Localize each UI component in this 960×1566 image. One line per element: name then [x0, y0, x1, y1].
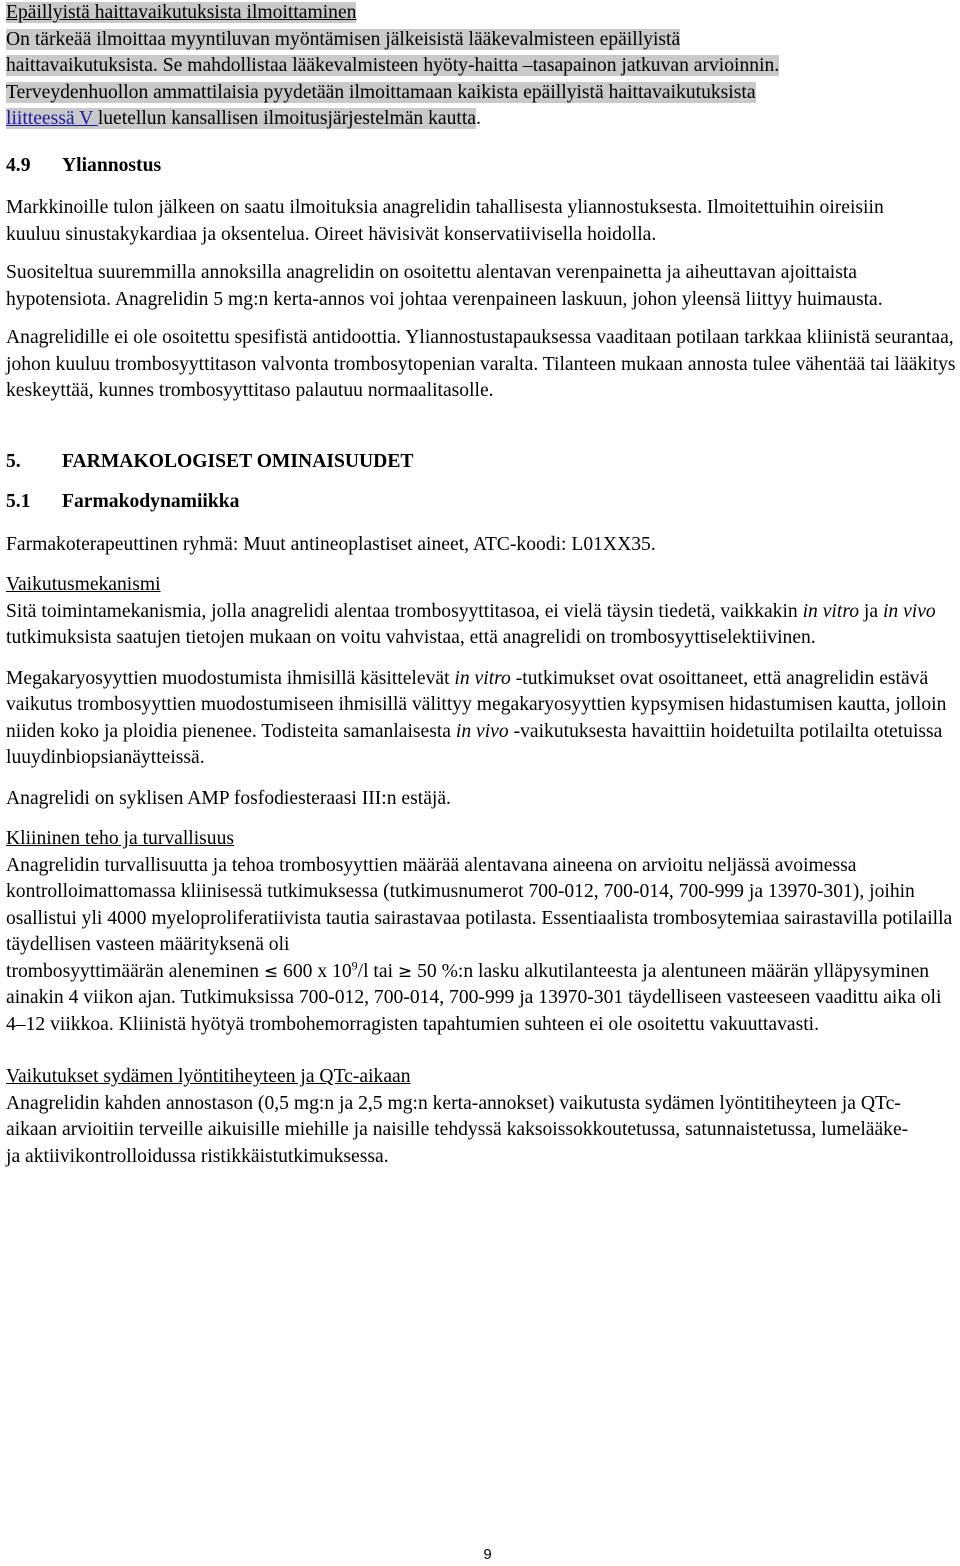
greater-equal-symbol: ≥: [397, 961, 413, 982]
pharmacotherapeutic-group: Farmakoterapeuttinen ryhmä: Muut antineoplastiset aineet, ATC-koodi: L01XX35.: [6, 533, 656, 555]
reporting-line-1: On tärkeää ilmoittaa myyntiluvan myöntämisen jälkeisistä lääkevalmisteen epäillyistä: [6, 28, 681, 50]
document-page: [6, 0, 958, 1170]
mechanism-paragraph-2: Megakaryosyyttien muodostumista ihmisillä käsittelevät in vitro -tutkimukset ovat osoittaneet, että anagrelidin estävä vaikutus trombosyyttien muodostumiseen ihmisillä välittyy megakaryosyyttien kypsymisen hidastumisen kautta, jolloin niiden koko ja ploidia pienenee. Todisteita samanlaisesta in vivo -vaikutuksesta havaittiin hoidetuilta potilailta otetuissa luuydinbiopsianäytteissä.: [6, 667, 947, 768]
pharmacology-title: FARMAKOLOGISET OMINAISUUDET: [62, 450, 414, 472]
mechanism-heading: Vaikutusmekanismi: [6, 574, 161, 595]
appendix-v-link[interactable]: liitteessä V: [6, 108, 98, 129]
pharmacodynamics-title: Farmakodynamiikka: [62, 491, 240, 512]
overdose-number: 4.9: [6, 154, 31, 176]
reporting-line-4: luetellun kansallisen ilmoitusjärjestelmän kautta: [97, 108, 476, 129]
pharmacodynamics-heading: [6, 489, 958, 516]
clinical-heading: Kliininen teho ja turvallisuus: [6, 828, 235, 849]
pharmacology-heading: [6, 449, 958, 476]
pharmacology-number: 5.: [6, 450, 21, 472]
reporting-heading: Epäillyistä haittavaikutuksista ilmoittaminen: [6, 2, 357, 23]
reporting-line-2: haittavaikutuksista. Se mahdollistaa lääkevalmisteen hyöty-haitta –tasapainon jatkuvan arvioinnin.: [6, 55, 780, 76]
overdose-paragraph-3: Anagrelidille ei ole osoitettu spesifistä antidoottia. Yliannostustapauksessa vaaditaan potilaan tarkkaa kliinistä seurantaa, johon kuuluu trombosyyttitason valvonta trombosytopenian varalta. Tilanteen mukaan annosta tulee vähentää tai lääkitys keskeyttää, kunnes trombosyyttitaso palautuu normaalitasolle.: [6, 327, 956, 401]
mechanism-paragraph-3: Anagrelidi on syklisen AMP fosfodiesteraasi III:n estäjä.: [6, 787, 451, 809]
cardiac-paragraph: Anagrelidin kahden annostason (0,5 mg:n ja 2,5 mg:n kerta-annokset) vaikutusta sydämen lyöntitiheyteen ja QTc-aikaan arvioitiin terveille aikuisille miehille ja naisille tehdyssä kaksoissokkoutetussa, satunnaistetussa, lumelääke- ja aktiivikontrolloidussa ristikkäistutkimuksessa.: [6, 1092, 909, 1167]
clinical-paragraph: Anagrelidin turvallisuutta ja tehoa trombosyyttien määrää alentavana aineena on arvioitu neljässä avoimessa kontrolloimattomassa kliinisessä tutkimuksessa (tutkimusnumerot 700-012, 700-014, 700-999 ja 13970-301), joihin osallistui yli 4000 myeloproliferatiivista tautia sairastavaa potilasta. Essentiaalista trombosytemiaa sairastavilla potilailla täydellisen vasteen määrityksenä oli trombosyyttimäärän aleneminen ≤ 600 x $10^9/l$ tai ≥ 50 %:n lasku alkutilanteesta ja alentuneen määrän ylläpysyminen ainakin 4 viikon ajan. Tutkimuksissa 700-012, 700-014, 700-999 ja 13970-301 täydelliseen vasteeseen vaadittu aika oli 4–12 viikkoa. Kliinistä hyötyä trombohemorragisten tapahtumien suhteen ei ole osoitettu vakuuttavasti.: [6, 854, 953, 1035]
cardiac-heading: Vaikutukset sydämen lyöntitiheyteen ja QTc-aikaan: [6, 1066, 411, 1087]
reporting-line-4-end: .: [476, 108, 481, 129]
less-equal-symbol: ≤: [263, 961, 279, 982]
overdose-paragraph-1: Markkinoille tulon jälkeen on saatu ilmoituksia anagrelidin tahallisesta yliannostuksesta. Ilmoitettuihin oireisiin kuuluu sinustakykardiaa ja oksentelua. Oireet hävisivät konservatiivisella hoidolla.: [6, 197, 884, 245]
overdose-title: Yliannostus: [62, 154, 162, 176]
page-number: 9: [483, 1546, 492, 1563]
overdose-heading: [6, 153, 958, 180]
adverse-reporting-section: [6, 0, 958, 133]
pharmacodynamics-number: 5.1: [6, 491, 31, 512]
reporting-line-3: Terveydenhuollon ammattilaisia pyydetään ilmoittamaan kaikista epäillyistä haittavaikutuksista: [6, 81, 756, 103]
overdose-paragraph-2: Suositeltua suuremmilla annoksilla anagrelidin on osoitettu alentavan verenpainetta ja aiheuttavan ajoittaista hypotensiota. Anagrelidin 5 mg:n kerta-annos voi johtaa verenpaineen laskuun, johon yleensä liittyy huimausta.: [6, 262, 883, 310]
mechanism-paragraph-1: Sitä toimintamekanismia, jolla anagrelidi alentaa trombosyyttitasoa, ei vielä täysin tiedetä, vaikkakin in vitro ja in vivo tutkimuksista saatujen tietojen mukaan on voitu vahvistaa, että anagrelidi on trombosyyttiselektiivinen.: [6, 600, 936, 648]
